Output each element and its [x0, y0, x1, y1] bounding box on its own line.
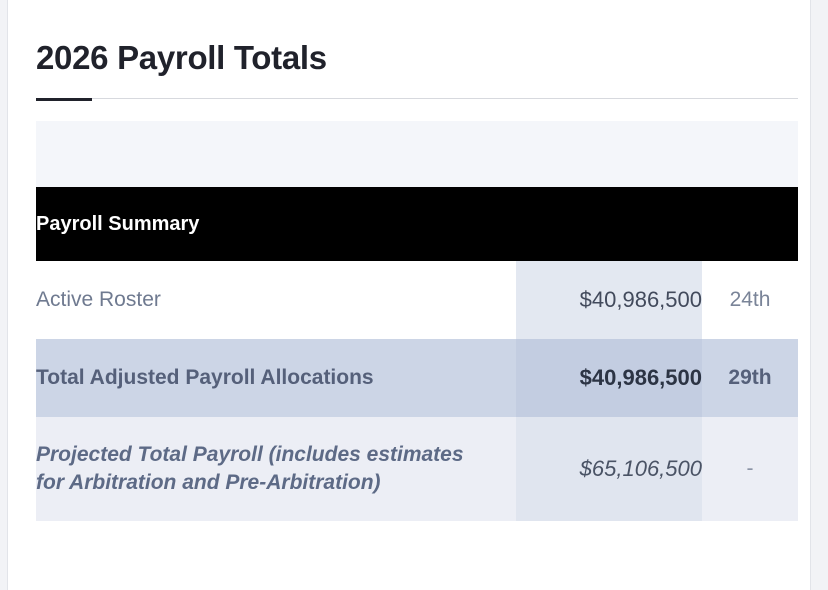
- page-right-margin: [810, 0, 828, 590]
- table-spacer-row: [36, 121, 798, 187]
- title-divider-accent: [36, 98, 92, 101]
- table-spacer-cell-rank: [702, 121, 798, 187]
- page-title: 2026 Payroll Totals: [36, 39, 327, 76]
- payroll-summary-table: [36, 121, 798, 521]
- table-row: [36, 261, 798, 339]
- title-divider: [36, 98, 798, 101]
- row-rank-active-roster: 24th: [702, 261, 798, 339]
- row-rank-projected-total: -: [702, 417, 798, 521]
- row-label-total-adjusted: Total Adjusted Payroll Allocations: [36, 339, 516, 417]
- table-row: [36, 417, 798, 521]
- table-header-label: Payroll Summary: [36, 187, 516, 261]
- row-value-total-adjusted: $40,986,500: [516, 339, 702, 417]
- row-rank-total-adjusted: 29th: [702, 339, 798, 417]
- table-header-value-cell: [516, 187, 702, 261]
- title-divider-line: [36, 98, 798, 99]
- table-spacer-cell-value: [516, 121, 702, 187]
- row-label-projected-total: Projected Total Payroll (includes estimates for Arbitration and Pre-Arbitration): [36, 417, 516, 521]
- page-left-margin: [0, 0, 8, 590]
- row-value-active-roster: $40,986,500: [516, 261, 702, 339]
- table-row: [36, 339, 798, 417]
- row-value-projected-total: $65,106,500: [516, 417, 702, 521]
- table-spacer-cell-label: [36, 121, 516, 187]
- table-header-rank-cell: [702, 187, 798, 261]
- table-header-row: [36, 187, 798, 261]
- page-content: [36, 0, 798, 521]
- row-label-active-roster: Active Roster: [36, 261, 516, 339]
